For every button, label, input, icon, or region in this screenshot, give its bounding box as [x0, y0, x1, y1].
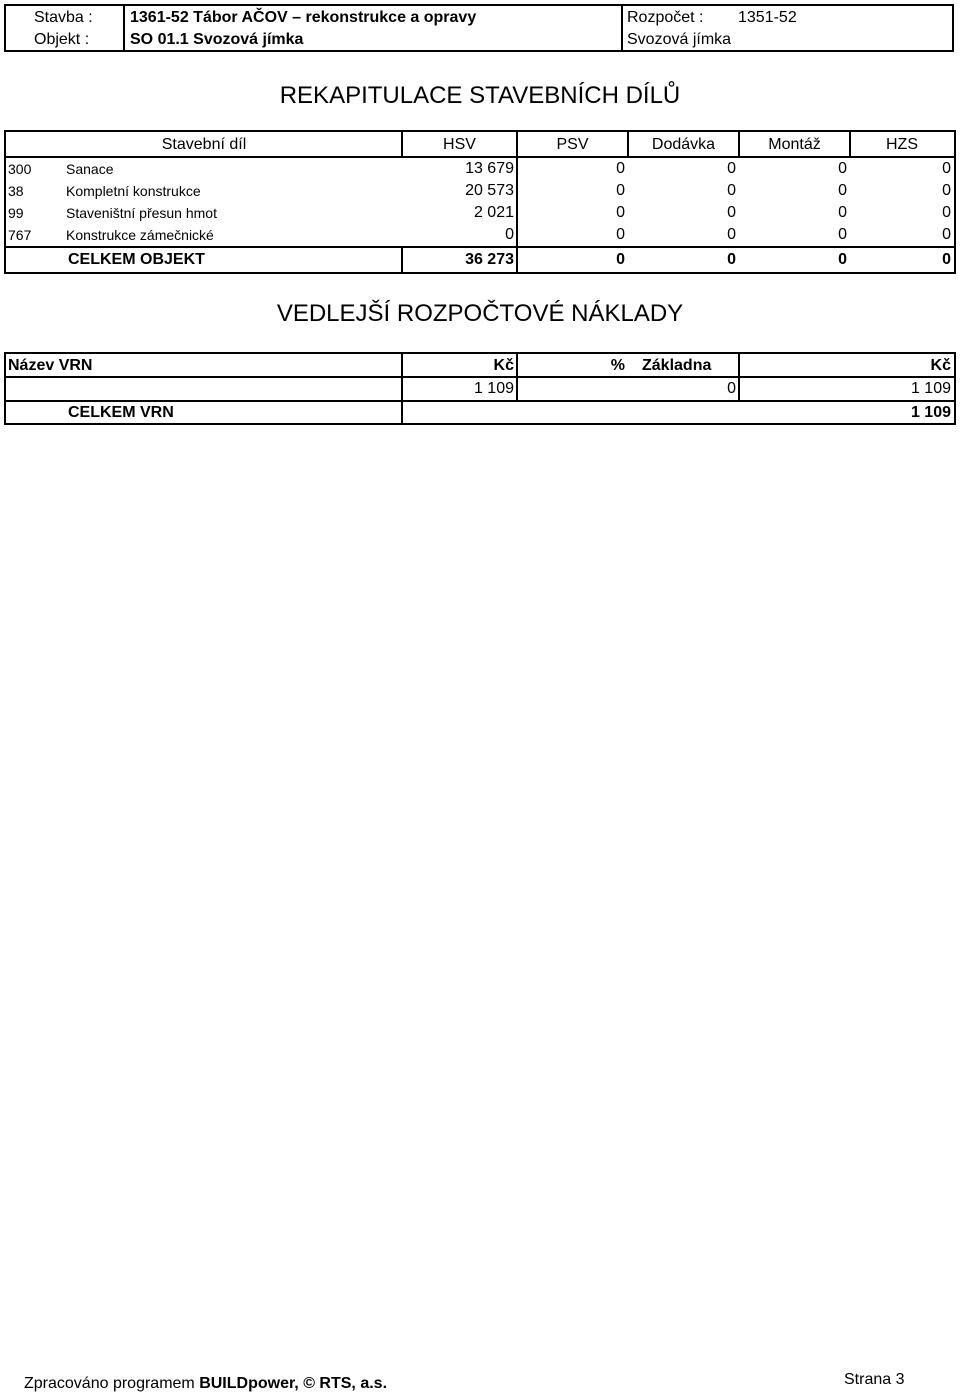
row-hzs: 0 [942, 182, 951, 199]
row-name: Staveništní přesun hmot [66, 205, 217, 221]
table-row [6, 180, 954, 202]
objekt-value: SO 01.1 Svozová jímka [130, 31, 304, 48]
row-dodavka: 0 [727, 160, 736, 177]
rozpocet-name: Svozová jímka [627, 31, 732, 48]
col-header-kc-total: Kč [930, 357, 951, 374]
row-hsv: 13 679 [465, 160, 514, 177]
row-hsv: 20 573 [465, 182, 514, 199]
col-header-hsv: HSV [443, 136, 476, 153]
row-hsv: 0 [505, 226, 514, 243]
rozpocet-label: Rozpočet : [627, 9, 704, 26]
row-psv: 0 [616, 226, 625, 243]
row-hzs: 0 [942, 204, 951, 221]
vrn-row-zakladna [642, 378, 732, 400]
recap-total-row [6, 248, 954, 272]
table-rule [401, 132, 403, 158]
total-montaz: 0 [838, 251, 847, 268]
row-montaz: 0 [838, 160, 847, 177]
total-psv: 0 [616, 251, 625, 268]
recap-title: REKAPITULACE STAVEBNÍCH DÍLŮ [279, 82, 681, 109]
vrn-total-row [6, 402, 954, 423]
stavba-label: Stavba : [34, 9, 93, 26]
header-divider [621, 6, 623, 50]
table-rule [738, 354, 740, 402]
footer-credit [24, 1374, 387, 1394]
vrn-header-row [6, 354, 954, 378]
row-name: Sanace [66, 161, 114, 177]
table-row [6, 202, 954, 224]
recap-table [4, 130, 956, 274]
row-psv: 0 [616, 160, 625, 177]
table-row [6, 158, 954, 180]
row-psv: 0 [616, 204, 625, 221]
table-row [6, 224, 954, 246]
row-montaz: 0 [838, 182, 847, 199]
table-rule [627, 132, 629, 158]
document-header [4, 4, 954, 52]
header-divider [123, 6, 125, 50]
col-header-psv: PSV [556, 136, 589, 153]
row-dodavka: 0 [727, 204, 736, 221]
vrn-total-kc: 1 109 [910, 404, 951, 421]
table-rule [516, 132, 518, 272]
row-code: 99 [8, 205, 24, 221]
col-header-stavebni-dil: Stavební díl [161, 136, 247, 153]
footer-prefix: Zpracováno programem [24, 1375, 200, 1392]
col-header-zakladna: Základna [642, 357, 712, 374]
total-hsv: 36 273 [465, 251, 514, 268]
total-label: CELKEM OBJEKT [68, 251, 205, 268]
row-name: Konstrukce zámečnické [66, 227, 214, 243]
row-psv: 0 [616, 182, 625, 199]
table-rule [738, 132, 740, 158]
recap-header-row [6, 132, 954, 158]
table-row [6, 378, 954, 400]
row-code: 300 [8, 161, 32, 177]
vrn-total-label: CELKEM VRN [68, 404, 174, 421]
table-rule [849, 132, 851, 158]
row-dodavka: 0 [727, 226, 736, 243]
row-montaz: 0 [838, 226, 847, 243]
row-code: 38 [8, 183, 24, 199]
vrn-table [4, 352, 956, 425]
row-hsv: 2 021 [473, 204, 514, 221]
vrn-row-percent: 0 [727, 380, 736, 397]
row-hzs: 0 [942, 160, 951, 177]
vrn-row-kc: 1 109 [473, 380, 514, 397]
row-hzs: 0 [942, 226, 951, 243]
col-header-dodavka: Dodávka [651, 136, 716, 153]
vrn-row-name [8, 378, 402, 400]
stavba-value: 1361-52 Tábor AČOV – rekonstrukce a opravy [130, 9, 477, 26]
col-header-kc: Kč [493, 357, 514, 374]
objekt-label: Objekt : [34, 31, 90, 48]
vrn-row-kc-total: 1 109 [910, 380, 951, 397]
total-dodavka: 0 [727, 251, 736, 268]
table-rule [401, 246, 403, 272]
total-hzs: 0 [942, 251, 951, 268]
rozpocet-value: 1351-52 [738, 9, 797, 26]
table-rule [516, 354, 518, 402]
row-code: 767 [8, 227, 32, 243]
col-header-nazev-vrn: Název VRN [8, 357, 93, 374]
col-header-percent: % [610, 357, 625, 374]
row-montaz: 0 [838, 204, 847, 221]
table-rule [401, 354, 403, 423]
col-header-hzs: HZS [886, 136, 918, 153]
page-number: Strana 3 [844, 1371, 905, 1388]
vrn-title: VEDLEJŠÍ ROZPOČTOVÉ NÁKLADY [276, 300, 684, 327]
row-name: Kompletní konstrukce [66, 183, 201, 199]
col-header-montaz: Montáž [768, 136, 821, 153]
row-dodavka: 0 [727, 182, 736, 199]
footer-program: BUILDpower, © RTS, a.s. [199, 1375, 388, 1392]
